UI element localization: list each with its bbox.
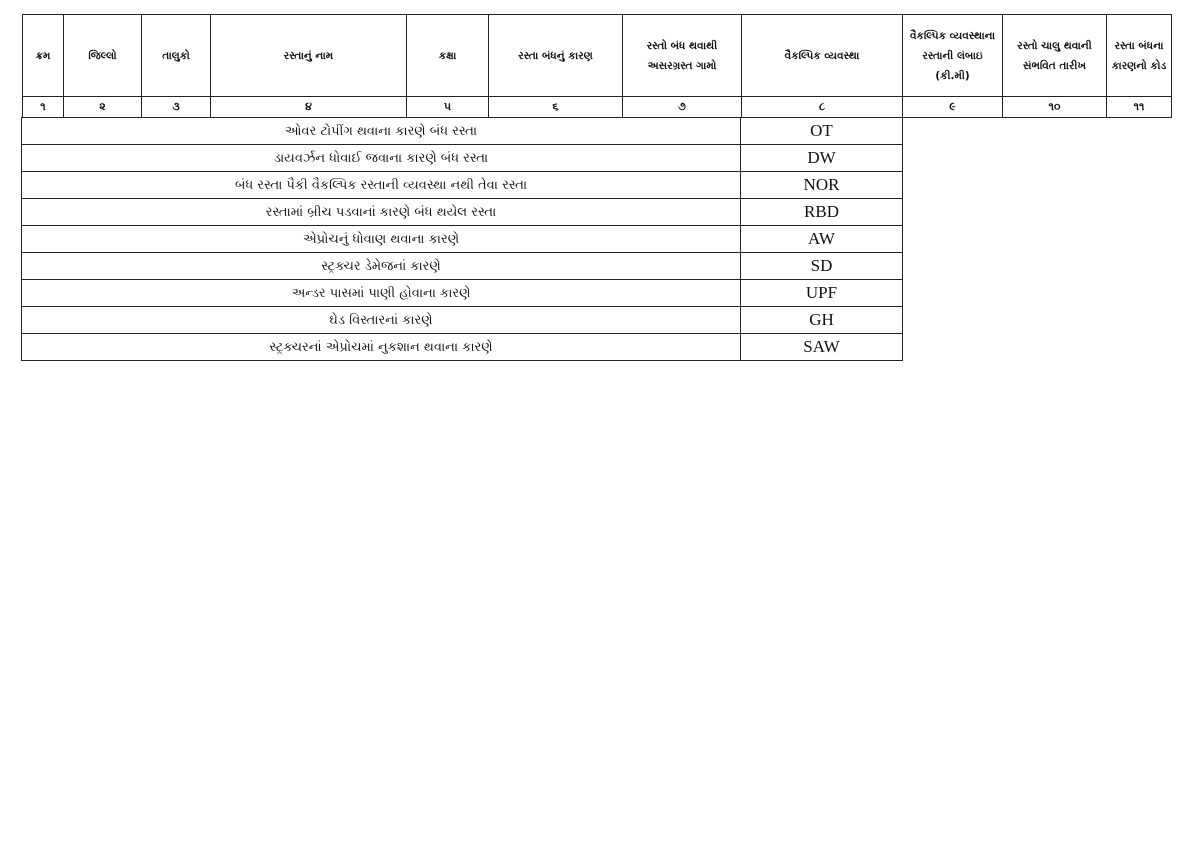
column-header: કક્ષા — [407, 15, 489, 97]
legend-description: અન્ડર પાસમાં પાણી હોવાના કારણે — [22, 280, 741, 307]
legend-row — [22, 199, 903, 226]
legend-description: સ્ટ્રક્ચરનાં એપ્રોચમાં નુકશાન થવાના કારણે — [22, 334, 741, 361]
column-number-row — [23, 97, 1172, 118]
column-number: ૫ — [407, 97, 489, 118]
legend-row — [22, 145, 903, 172]
column-number: ૪ — [211, 97, 407, 118]
column-header: વૈકલ્પિક વ્યવસ્થા — [742, 15, 903, 97]
column-number: ૭ — [623, 97, 742, 118]
column-header: તાલુકો — [142, 15, 211, 97]
column-number: ૨ — [64, 97, 142, 118]
report-header-table — [22, 14, 1172, 118]
column-header: રસ્તા બંધના કારણનો કોડ — [1107, 15, 1172, 97]
column-number: ૯ — [903, 97, 1003, 118]
legend-code: GH — [741, 307, 903, 334]
legend-code: SD — [741, 253, 903, 280]
column-header: ક્રમ — [23, 15, 64, 97]
legend-code: NOR — [741, 172, 903, 199]
column-number: ૧૧ — [1107, 97, 1172, 118]
legend-row — [22, 226, 903, 253]
column-header: વૈકલ્પિક વ્યવસ્થાના રસ્તાની લંબાઇ (કી.મી) — [903, 15, 1003, 97]
legend-row — [22, 118, 903, 145]
legend-row — [22, 307, 903, 334]
column-header: રસ્તાનું નામ — [211, 15, 407, 97]
legend-description: ઓવર ટોપીંગ થવાના કારણે બંધ રસ્તા — [22, 118, 741, 145]
legend-row — [22, 334, 903, 361]
column-header: રસ્તો બંધ થવાથી અસરગ્રસ્ત ગામો — [623, 15, 742, 97]
column-number: ૬ — [489, 97, 623, 118]
legend-row — [22, 280, 903, 307]
legend-description: ડાયવર્ઝન ધોવાઈ જવાના કારણે બંધ રસ્તા — [22, 145, 741, 172]
legend-description: રસ્તામાં બ્રીચ પડવાનાં કારણે બંધ થયેલ રસ્તા — [22, 199, 741, 226]
legend-row — [22, 172, 903, 199]
legend-row — [22, 253, 903, 280]
column-header: રસ્તો ચાલુ થવાની સંભવિત તારીખ — [1003, 15, 1107, 97]
legend-description: ઘેડ વિસ્તારનાં કારણે — [22, 307, 741, 334]
legend-code: OT — [741, 118, 903, 145]
column-header: રસ્તા બંધનું કારણ — [489, 15, 623, 97]
legend-code: RBD — [741, 199, 903, 226]
legend-description: એપ્રોચનું ધોવાણ થવાના કારણે — [22, 226, 741, 253]
legend-code: AW — [741, 226, 903, 253]
column-header: જિલ્લો — [64, 15, 142, 97]
header-row — [23, 15, 1172, 97]
closure-code-legend — [21, 117, 903, 361]
legend-code: DW — [741, 145, 903, 172]
column-number: ૧ — [23, 97, 64, 118]
column-number: ૧૦ — [1003, 97, 1107, 118]
legend-description: બંધ રસ્તા પૈકી વૈકલ્પિક રસ્તાની વ્યવસ્થા નથી તેવા રસ્તા — [22, 172, 741, 199]
legend-description: સ્ટ્રક્ચર ડેમેજનાં કારણે — [22, 253, 741, 280]
legend-code: SAW — [741, 334, 903, 361]
column-number: ૮ — [742, 97, 903, 118]
column-number: ૩ — [142, 97, 211, 118]
legend-code: UPF — [741, 280, 903, 307]
